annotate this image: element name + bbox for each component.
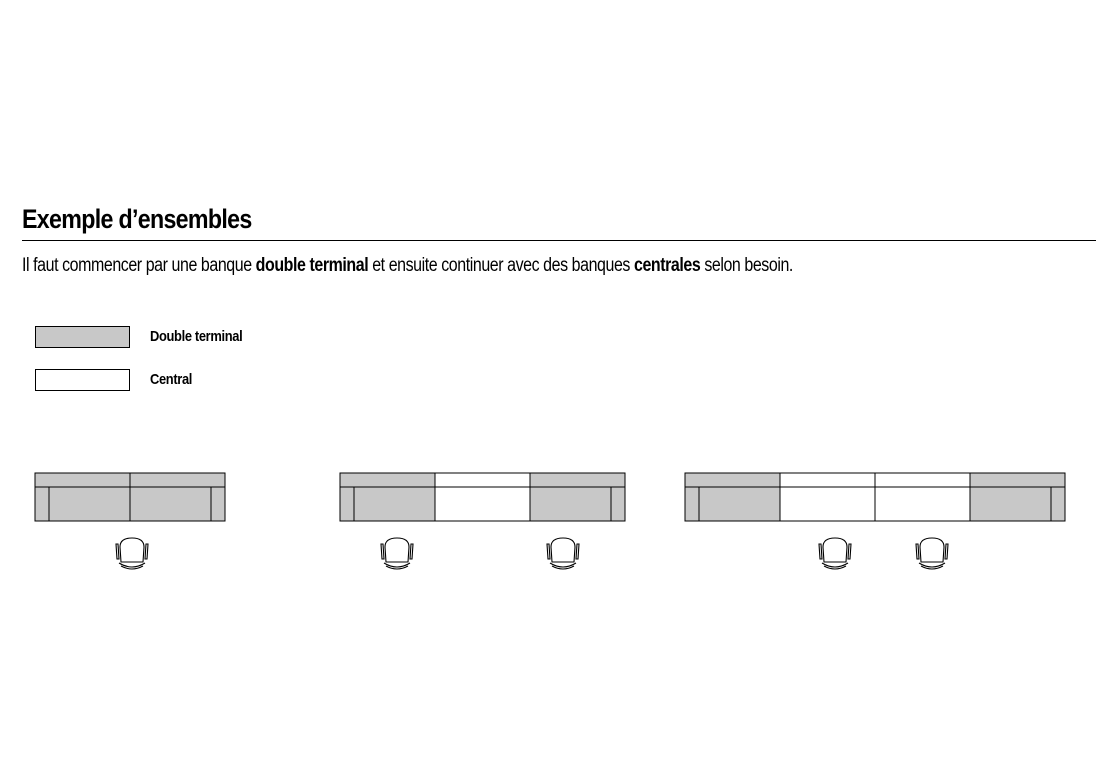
intro-bold-centrales: centrales bbox=[633, 255, 701, 276]
intro-part-3: selon besoin. bbox=[700, 255, 793, 276]
ensemble-3-chair-1-arm-right bbox=[848, 544, 851, 559]
ensemble-1-module-1-back bbox=[35, 473, 130, 487]
ensemble-2-module-1-back bbox=[340, 473, 435, 487]
ensemble-2-chair-1 bbox=[381, 538, 413, 569]
ensemble-3-module-3-back bbox=[875, 473, 970, 487]
ensemble-2-chair-2-seat bbox=[551, 538, 575, 562]
ensemble-1-chair-1-arm-left bbox=[116, 544, 119, 559]
legend-label-central: Central bbox=[150, 371, 193, 388]
ensemble-2-module-2-back bbox=[435, 473, 530, 487]
ensemble-3-chair-1-seat bbox=[823, 538, 847, 562]
intro-part-1: Il faut commencer par une banque bbox=[22, 255, 256, 276]
ensemble-1-chair-1-seat bbox=[120, 538, 144, 562]
ensemble-2-chair-2 bbox=[547, 538, 579, 569]
ensemble-3-chair-2-arm-left bbox=[916, 544, 919, 559]
ensemble-1-chair-1 bbox=[116, 538, 148, 569]
intro-part-2: et ensuite continuer avec des banques bbox=[368, 255, 634, 276]
ensemble-3-chair-2 bbox=[916, 538, 948, 569]
ensemble-2-module-2-seat bbox=[435, 487, 530, 521]
ensemble-3-module-1-back bbox=[685, 473, 780, 487]
ensemble-3-module-3-seat bbox=[875, 487, 970, 521]
ensemble-1-chair-1-arm-right bbox=[145, 544, 148, 559]
ensemble-2-chair-1-seat bbox=[385, 538, 409, 562]
ensemble-2-module-3-back bbox=[530, 473, 625, 487]
ensemble-3-module-4-back bbox=[970, 473, 1065, 487]
ensemble-3-module-2-seat bbox=[780, 487, 875, 521]
ensemble-1-module-2-back bbox=[130, 473, 225, 487]
ensemble-2-chair-1-arm-right bbox=[410, 544, 413, 559]
legend-label-double-terminal: Double terminal bbox=[150, 328, 243, 345]
ensemble-3-chair-2-seat bbox=[920, 538, 944, 562]
page-title: Exemple d’ensembles bbox=[22, 204, 252, 234]
ensemble-3-module-2-back bbox=[780, 473, 875, 487]
ensemble-2-chair-2-arm-right bbox=[576, 544, 579, 559]
ensemble-3-chair-1 bbox=[819, 538, 851, 569]
ensemble-3-chair-2-arm-right bbox=[945, 544, 948, 559]
ensemble-2-chair-2-arm-left bbox=[547, 544, 550, 559]
intro-bold-double-terminal: double terminal bbox=[255, 255, 369, 276]
ensemble-3-chair-1-arm-left bbox=[819, 544, 822, 559]
ensemble-2-chair-1-arm-left bbox=[381, 544, 384, 559]
